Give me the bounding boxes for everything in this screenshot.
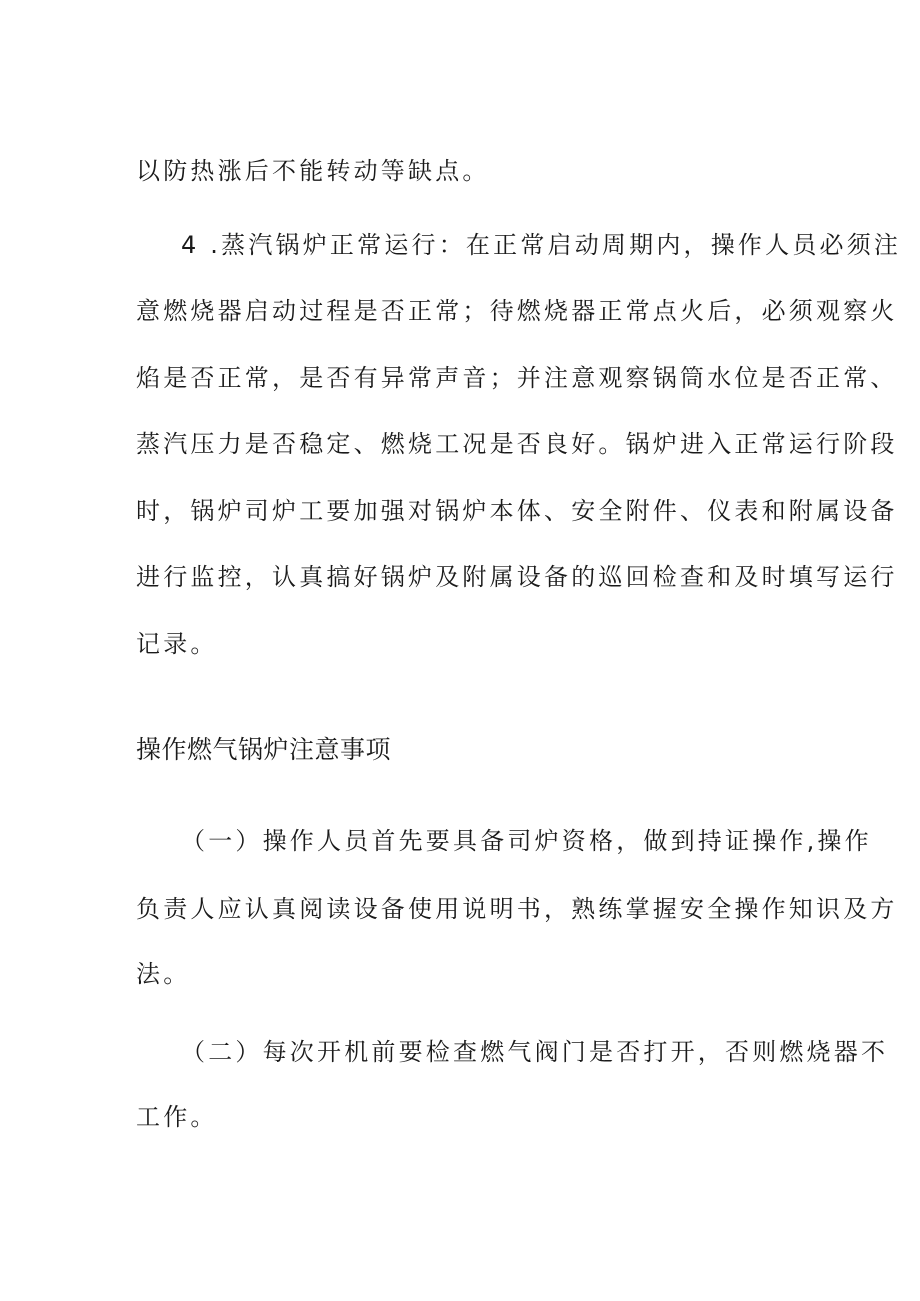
text-line: 负责人应认真阅读设备使用说明书，熟练掌握安全操作知识及方 <box>136 895 898 923</box>
text-line: 意燃烧器启动过程是否正常；待燃烧器正常点火后，必须观察火 <box>136 297 898 325</box>
text-line: （一）操作人员首先要具备司炉资格，做到持证操作,操作 <box>181 827 872 855</box>
text-line: 法。 <box>136 960 191 988</box>
text-line: 蒸汽压力是否稳定、燃烧工况是否良好。锅炉进入正常运行阶段 <box>136 430 898 458</box>
text-line: 进行监控，认真搞好锅炉及附属设备的巡回检查和及时填写运行 <box>136 563 898 591</box>
text-line: 焰是否正常，是否有异常声音；并注意观察锅筒水位是否正常、 <box>136 364 898 392</box>
text-line: （二）每次开机前要检查燃气阀门是否打开，否则燃烧器不 <box>181 1038 889 1066</box>
text-line: 时，锅炉司炉工要加强对锅炉本体、安全附件、仪表和附属设备 <box>136 497 898 525</box>
text-line: 记录。 <box>136 630 218 658</box>
section-heading: 操作燃气锅炉注意事项 <box>136 735 392 764</box>
text-line: 4 .蒸汽锅炉正常运行：在正常启动周期内，操作人员必须注 <box>181 231 902 259</box>
text-line: 工作。 <box>136 1103 218 1131</box>
text-line: 以防热涨后不能转动等缺点。 <box>136 157 490 185</box>
